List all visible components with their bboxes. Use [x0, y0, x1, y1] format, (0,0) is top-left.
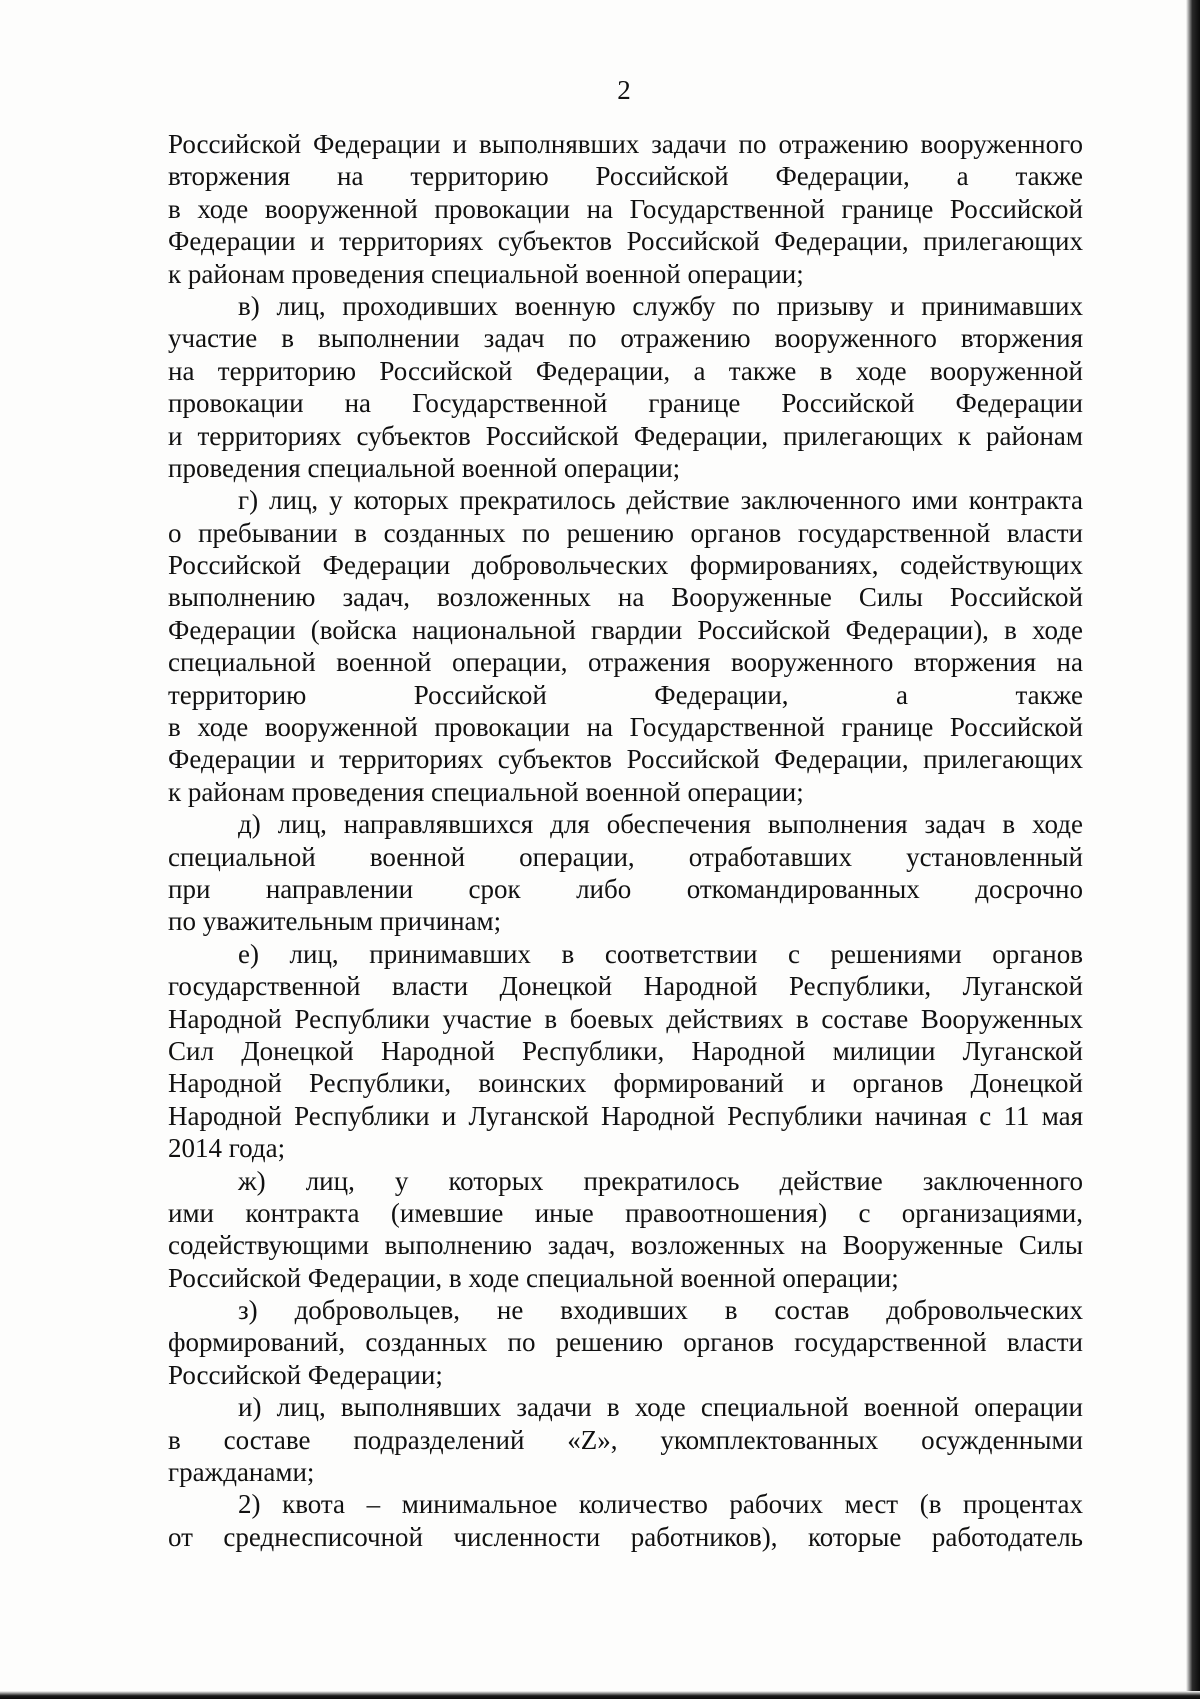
text-line: в) лиц, проходивших военную службу по призыву и принимавших	[238, 290, 1083, 321]
text-line: Российской Федерации;	[168, 1359, 443, 1390]
text-line: Сил Донецкой Народной Республики, Народной милиции Луганской	[168, 1035, 1083, 1066]
scan-edge-right	[1186, 0, 1200, 1699]
text-line: в ходе вооруженной провокации на Государственной границе Российской	[168, 193, 1083, 224]
text-line: в составе подразделений «Z», укомплектованных осужденными	[168, 1424, 1083, 1455]
text-line: Народной Республики и Луганской Народной Республики начиная с 11 мая	[168, 1100, 1083, 1131]
text-line: по уважительным причинам;	[168, 906, 502, 937]
text-line: о пребывании в созданных по решению органов государственной власти	[168, 517, 1083, 548]
text-line: государственной власти Донецкой Народной Республики, Луганской	[168, 971, 1083, 1002]
text-line: д) лиц, направлявшихся для обеспечения выполнения задач в ходе	[238, 809, 1083, 840]
scan-edge-bottom	[0, 1691, 1200, 1699]
text-line: участие в выполнении задач по отражению вооруженного вторжения	[168, 323, 1083, 354]
text-line: специальной военной операции, отработавших установленный	[168, 841, 1083, 872]
text-line: территорию Российской Федерации, а также	[168, 679, 1083, 710]
text-line: формирований, созданных по решению органов государственной власти	[168, 1327, 1083, 1358]
text-line: Федерации (войска национальной гвардии Российской Федерации), в ходе	[168, 614, 1083, 645]
text-line: к районам проведения специальной военной операции;	[168, 258, 804, 289]
text-line: вторжения на территорию Российской Федерации, а также	[168, 161, 1083, 192]
text-line: ими контракта (имевшие иные правоотношения) с организациями,	[168, 1197, 1083, 1228]
text-line: и территориях субъектов Российской Федерации, прилегающих к районам	[168, 420, 1083, 451]
text-line: Федерации и территориях субъектов Российской Федерации, прилегающих	[168, 744, 1083, 775]
text-line: проведения специальной военной операции;	[168, 452, 681, 483]
text-line: в ходе вооруженной провокации на Государственной границе Российской	[168, 712, 1083, 743]
document-body	[168, 128, 1083, 1553]
text-line: ж) лиц, у которых прекратилось действие заключенного	[238, 1165, 1083, 1196]
text-line: Российской Федерации добровольческих формированиях, содействующих	[168, 550, 1083, 581]
text-line: 2) квота – минимальное количество рабочих мест (в процентах	[238, 1489, 1083, 1520]
text-line: з) добровольцев, не входивших в состав добровольческих	[238, 1295, 1083, 1326]
text-line: Российской Федерации, в ходе специальной военной операции;	[168, 1262, 899, 1293]
text-line: г) лиц, у которых прекратилось действие заключенного ими контракта	[238, 485, 1083, 516]
text-line: Народной Республики участие в боевых действиях в составе Вооруженных	[168, 1003, 1083, 1034]
text-line: при направлении срок либо откомандированных досрочно	[168, 873, 1083, 904]
text-line: провокации на Государственной границе Российской Федерации	[168, 388, 1083, 419]
text-line: Народной Республики, воинских формирований и органов Донецкой	[168, 1068, 1083, 1099]
text-line: Российской Федерации и выполнявших задачи по отражению вооруженного	[168, 129, 1083, 159]
text-line: выполнению задач, возложенных на Вооруженные Силы Российской	[168, 582, 1083, 613]
text-line: к районам проведения специальной военной операции;	[168, 776, 804, 807]
text-line: содействующими выполнению задач, возложенных на Вооруженные Силы	[168, 1230, 1083, 1261]
text-line: гражданами;	[168, 1457, 315, 1488]
text-line: 2014 года;	[168, 1133, 286, 1164]
text-line: Федерации и территориях субъектов Российской Федерации, прилегающих	[168, 226, 1083, 257]
text-line: на территорию Российской Федерации, а также в ходе вооруженной	[168, 355, 1083, 386]
text-line: и) лиц, выполнявших задачи в ходе специальной военной операции	[238, 1392, 1083, 1423]
text-line: е) лиц, принимавших в соответствии с решениями органов	[238, 938, 1083, 969]
page-number: 2	[617, 75, 631, 105]
text-line: от среднесписочной численности работников), которые работодатель	[168, 1521, 1083, 1552]
text-line: специальной военной операции, отражения вооруженного вторжения на	[168, 647, 1083, 678]
